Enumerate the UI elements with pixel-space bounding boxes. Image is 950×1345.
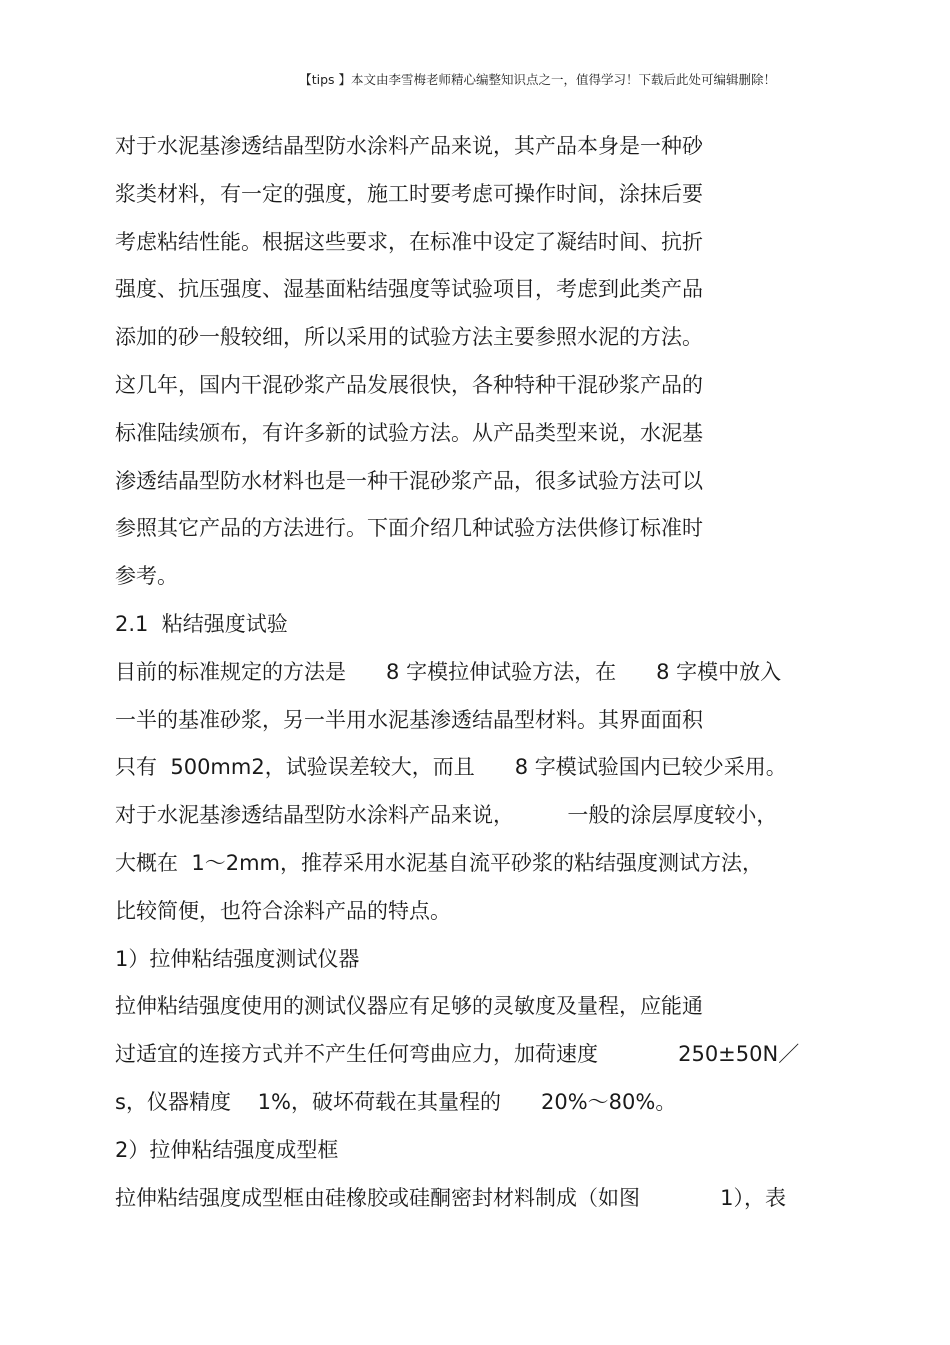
subheading-2: 2）拉伸粘结强度成型框 — [115, 1137, 339, 1162]
text-line-4: 强度、抗压强度、湿基面粘结强度等试验项目，考虑到此类产品 — [115, 277, 703, 302]
text-line-15: 对于水泥基渗透结晶型防水涂料产品来说， 一般的涂层厚度较小， — [115, 803, 778, 828]
document-body — [115, 128, 855, 1227]
text-line-19: 拉伸粘结强度使用的测试仪器应有足够的灵敏度及量程，应能通 — [115, 994, 703, 1019]
text-line-3: 考虑粘结性能。根据这些要求，在标准中设定了凝结时间、抗折 — [115, 229, 703, 254]
text-line-13: 一半的基准砂浆，另一半用水泥基渗透结晶型材料。其界面面积 — [115, 707, 703, 732]
text-line-20: 过适宜的连接方式并不产生任何弯曲应力，加荷速度 250±50N／ — [115, 1042, 800, 1067]
subheading-1: 1）拉伸粘结强度测试仪器 — [115, 946, 360, 971]
tips-header: 【tips 】本文由李雪梅老师精心编整知识点之一，值得学习！下载后此处可编辑删除！ — [299, 72, 776, 87]
text-line-17: 比较简便，也符合涂料产品的特点。 — [115, 898, 451, 923]
text-line-14: 只有 500mm2，试验误差较大，而且 8 字模试验国内已较少采用。 — [115, 755, 787, 780]
text-line-7: 标准陆续颁布，有许多新的试验方法。从产品类型来说，水泥基 — [115, 420, 703, 445]
text-line-8: 渗透结晶型防水材料也是一种干混砂浆产品，很多试验方法可以 — [115, 468, 703, 493]
text-line-16: 大概在 1～2mm，推荐采用水泥基自流平砂浆的粘结强度测试方法， — [115, 850, 763, 875]
text-line-12: 目前的标准规定的方法是 8 字模拉伸试验方法，在 8 字模中放入 — [115, 659, 782, 684]
text-line-10: 参考。 — [115, 564, 178, 589]
text-line-2: 浆类材料，有一定的强度，施工时要考虑可操作时间，涂抹后要 — [115, 181, 703, 206]
section-heading-2-1: 2.1 粘结强度试验 — [115, 611, 288, 636]
text-line-9: 参照其它产品的方法进行。下面介绍几种试验方法供修订标准时 — [115, 516, 703, 541]
text-line-21: s，仪器精度 1%，破坏荷载在其量程的 20%～80%。 — [115, 1089, 677, 1114]
text-line-1: 对于水泥基渗透结晶型防水涂料产品来说，其产品本身是一种砂 — [115, 134, 703, 158]
text-line-5: 添加的砂一般较细，所以采用的试验方法主要参照水泥的方法。 — [115, 325, 703, 350]
text-line-6: 这几年，国内干混砂浆产品发展很快，各种特种干混砂浆产品的 — [115, 372, 703, 397]
text-line-23: 拉伸粘结强度成型框由硅橡胶或硅酮密封材料制成（如图 1），表 — [115, 1185, 786, 1210]
